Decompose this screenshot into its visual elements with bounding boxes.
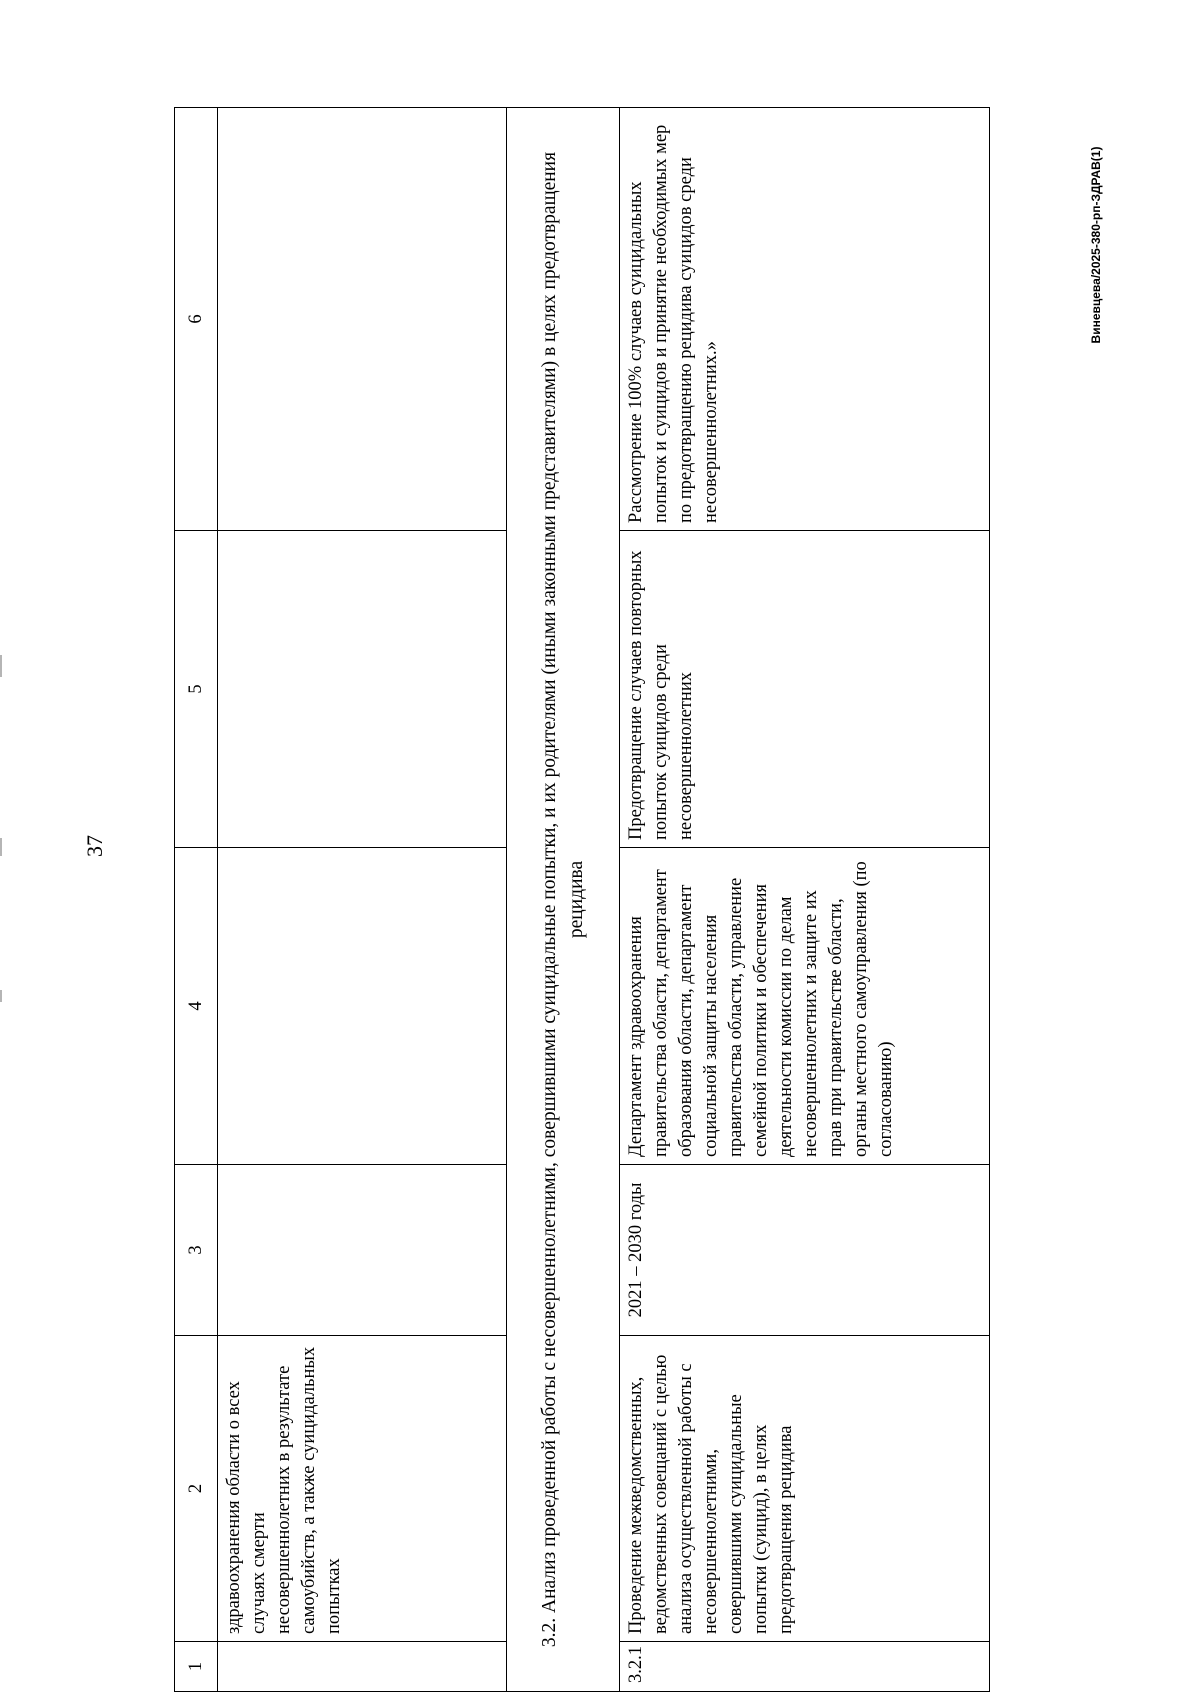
page-number: 37 xyxy=(82,835,107,857)
rotated-table-container xyxy=(174,108,990,1692)
section-heading-row xyxy=(507,108,620,1692)
result-cell: Предотвращение случаев повторных попыток суицидов среди несовершеннолетних xyxy=(620,531,990,848)
scan-edge-mark xyxy=(0,990,2,1002)
table-cell xyxy=(218,1165,507,1336)
indicator-cell: Рассмотрение 100% случаев суицидальных попыток и суицидов и принятие необходимых мер по предотвращению рецидива суицидов среди несовершеннолетних.» xyxy=(620,108,990,531)
continuation-row xyxy=(218,108,507,1692)
scan-edge-mark xyxy=(0,838,2,856)
column-header: 6 xyxy=(175,108,218,531)
activity-cell: Проведение межведомственных, ведомственных совещаний с целью анализа осуществленной работы с несовершеннолетними, совершившими суицидальные попытки (суицид), в целях предотвращения рецидива xyxy=(620,1336,990,1642)
table-cell xyxy=(218,108,507,531)
executors-cell: Департамент здравоохранения правительства области, департамент образования области, департамент социальной защиты населения правительства области, управление семейной политики и обеспечения деятельности комиссии по делам несовершеннолетних и защите их прав при правительстве области, органы местного самоуправления (по согласованию) xyxy=(620,848,990,1165)
table-row xyxy=(620,108,990,1692)
document-code: Виневцева/2025-380-рп-ЗДРАВ(1) xyxy=(1089,146,1103,344)
table-cell xyxy=(218,848,507,1165)
scan-edge-mark xyxy=(0,655,2,677)
column-header: 3 xyxy=(175,1165,218,1336)
table-cell xyxy=(218,531,507,848)
period-cell: 2021 – 2030 годы xyxy=(620,1165,990,1336)
column-header: 5 xyxy=(175,531,218,848)
column-header: 1 xyxy=(175,1642,218,1692)
plan-table xyxy=(174,107,990,1692)
section-title: 3.2. Анализ проведенной работы с несовершеннолетними, совершившими суицидальные попытки, и их родителями (иными законными представителями) в целях предотвращения рецидива xyxy=(507,108,620,1692)
table-cell xyxy=(218,1642,507,1692)
table-cell: здравоохранения области о всех случаях смерти несовершеннолетних в результате самоубийств, а также суицидальных попытках xyxy=(218,1336,507,1642)
row-number: 3.2.1 xyxy=(620,1642,990,1692)
column-header: 4 xyxy=(175,848,218,1165)
column-header: 2 xyxy=(175,1336,218,1642)
column-header-row xyxy=(175,108,218,1692)
